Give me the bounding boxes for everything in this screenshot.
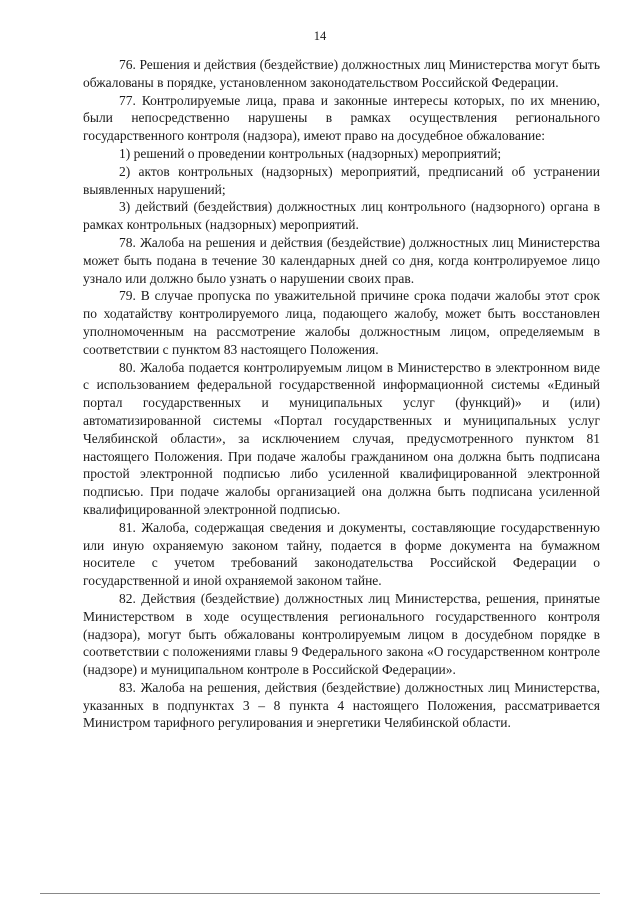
paragraph-81: 81. Жалоба, содержащая сведения и документы, составляющие государственную или иную охраняемую законом тайну, подается в форме документа на бумажном носителе с учетом требований законодательства Российской Федерации о государственной и иной охраняемой законом тайне. [83,519,600,589]
paragraph-80: 80. Жалоба подается контролируемым лицом в Министерство в электронном виде с использованием федеральной государственной информационной системы «Единый портал государственных и муниципальных услуг (функций)» и (или) автоматизированной системы «Портал государственных и муниципальных услуг Челябинской области», за исключением случая, предусмотренного пунктом 81 настоящего Положения. При подаче жалобы гражданином она должна быть подписана простой электронной подписью либо усиленной квалифицированной электронной подписью. При подаче жалобы организацией она должна быть подписана усиленной квалифицированной электронной подписью. [83,359,600,517]
paragraph-82: 82. Действия (бездействие) должностных лиц Министерства, решения, принятые Министерством в ходе осуществления регионального государственного контроля (надзора), могут быть обжалованы контролируемым лицом в досудебном порядке в соответствии с положениями главы 9 Федерального закона «О государственном контроле (надзоре) и муниципальном контроле в Российской Федерации». [83,590,600,678]
paragraph-83: 83. Жалоба на решения, действия (бездействие) должностных лиц Министерства, указанных в подпунктах 3 – 8 пункта 4 настоящего Положения, рассматривается Министром тарифного регулирования и энергетики Челябинской области. [83,679,600,731]
paragraph-77: 77. Контролируемые лица, права и законные интересы которых, по их мнению, были непосредственно нарушены в рамках осуществления регионального государственного контроля (надзора), имеют право на досудебное обжалование: [83,92,600,144]
document-body [83,56,600,732]
paragraph-79: 79. В случае пропуска по уважительной причине срока подачи жалобы этот срок по ходатайству контролируемого лица, подающего жалобу, может быть восстановлен уполномоченным на рассмотрение жалобы должностным лицом, определяемым в соответствии с пунктом 83 настоящего Положения. [83,288,600,357]
paragraph-77-item-3: 3) действий (бездействия) должностных лиц контрольного (надзорного) органа в рамках контрольных (надзорных) мероприятий. [83,199,600,233]
paragraph-78: 78. Жалоба на решения и действия (бездействие) должностных лиц Министерства может быть подана в течение 30 календарных дней со дня, когда контролируемое лицо узнало или должно было узнать о нарушении своих прав. [83,234,600,286]
paragraph-77-item-1: 1) решений о проведении контрольных (надзорных) мероприятий; [119,145,502,161]
page-number: 14 [313,29,327,43]
paragraph-77-item-2: 2) актов контрольных (надзорных) мероприятий, предписаний об устранении выявленных нарушений; [83,163,600,197]
paragraph-76: 76. Решения и действия (бездействие) должностных лиц Министерства могут быть обжалованы в порядке, установленном законодательством Российской Федерации. [83,57,600,90]
footer-divider [40,893,600,894]
